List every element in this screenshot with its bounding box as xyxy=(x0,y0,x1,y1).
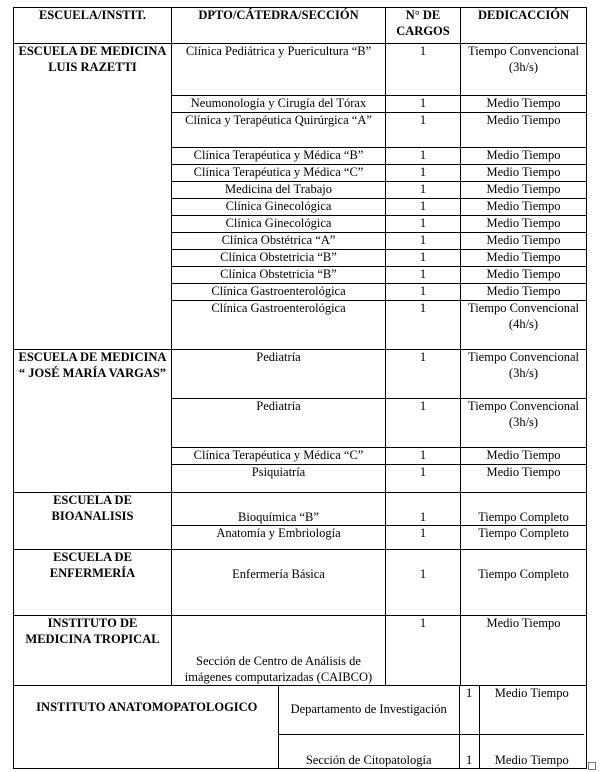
table-row xyxy=(14,550,587,616)
department-cell: Clínica Obstetricia “B” xyxy=(172,267,386,284)
department-cell: Clínica Pediátrica y Puericultura “B” xyxy=(172,44,386,96)
school-bioanalisis: ESCUELA DE BIOANALISIS xyxy=(14,493,172,550)
dedication-cell: Medio Tiempo xyxy=(494,752,569,767)
positions-cell: 1 xyxy=(386,493,461,526)
department-cell: Clínica Obstétrica “A” xyxy=(172,233,386,250)
positions-cell: 1 xyxy=(386,526,461,550)
department-cell: Clínica Ginecológica xyxy=(172,199,386,216)
staffing-table-page xyxy=(13,7,587,769)
table-row xyxy=(14,493,587,526)
dedication-cell: Medio Tiempo xyxy=(461,284,587,301)
positions-cell: 1 xyxy=(386,199,461,216)
dedication-cell: Medio Tiempo xyxy=(461,616,587,686)
header-dedication: DEDICACCIÓN xyxy=(461,8,587,44)
department-cell: Departamento de Investigación xyxy=(278,686,459,734)
positions-cell: 1 xyxy=(386,284,461,301)
positions-cell: 1 xyxy=(386,465,461,493)
dedication-cell: Tiempo Completo xyxy=(461,526,587,550)
department-cell: Clínica Obstetricia “B” xyxy=(172,250,386,267)
school-anatomopatologico: INSTITUTO ANATOMOPATOLOGICO xyxy=(16,686,278,768)
department-cell: Neumonología y Cirugía del Tórax xyxy=(172,96,386,113)
department-cell: Anatomía y Embriología xyxy=(172,526,386,550)
department-cell: Pediatría xyxy=(172,350,386,399)
dedication-cell: Medio Tiempo xyxy=(461,233,587,250)
table-row xyxy=(14,616,587,686)
dedication-cell: Tiempo Completo xyxy=(461,550,587,616)
dedication-cell: Medio Tiempo xyxy=(461,199,587,216)
department-cell: Sección de Citopatología xyxy=(278,734,459,768)
dedication-cell: Medio Tiempo xyxy=(461,448,587,465)
positions-cell: 1 xyxy=(386,96,461,113)
corner-resize-mark xyxy=(588,762,596,770)
positions-cell: 1 xyxy=(386,301,461,350)
positions-cell: 1 xyxy=(386,148,461,165)
department-cell: Psiquiatría xyxy=(172,465,386,493)
school-enfermeria: ESCUELA DE ENFERMERÍA xyxy=(14,550,172,616)
dedication-cell: Tiempo Convencional (3h/s) xyxy=(461,44,587,96)
positions-cell: 1 xyxy=(386,216,461,233)
table-row xyxy=(16,686,584,734)
school-razetti: ESCUELA DE MEDICINA LUIS RAZETTI xyxy=(14,44,172,350)
table-row xyxy=(14,686,587,769)
department-cell: Clínica Ginecológica xyxy=(172,216,386,233)
school-tropical: INSTITUTO DE MEDICINA TROPICAL xyxy=(14,616,172,686)
positions-cell: 1 xyxy=(459,734,479,768)
positions-cell: 1 xyxy=(386,182,461,199)
dedication-cell: Medio Tiempo xyxy=(461,148,587,165)
table-row xyxy=(14,44,587,96)
positions-cell: 1 xyxy=(459,686,479,734)
dedication-cell: Medio Tiempo xyxy=(461,96,587,113)
department-cell: Bioquímica “B” xyxy=(172,493,386,526)
positions-cell: 1 xyxy=(386,399,461,448)
dedication-cell: Medio Tiempo xyxy=(461,216,587,233)
department-cell: Pediatría xyxy=(172,399,386,448)
dedication-cell: Medio Tiempo xyxy=(461,113,587,148)
header-row xyxy=(14,8,587,44)
dedication-cell: Medio Tiempo xyxy=(461,267,587,284)
anatomopatologico-block xyxy=(14,686,587,769)
dedication-cell: Tiempo Convencional (4h/s) xyxy=(461,301,587,350)
department-cell: Clínica Terapéutica y Médica “C” xyxy=(172,165,386,182)
positions-cell: 1 xyxy=(386,616,461,686)
dedication-cell: Medio Tiempo xyxy=(479,686,584,734)
department-cell: Clínica Terapéutica y Médica “B” xyxy=(172,148,386,165)
positions-cell: 1 xyxy=(386,267,461,284)
dedication-cell: Medio Tiempo xyxy=(461,250,587,267)
positions-cell: 1 xyxy=(386,350,461,399)
header-positions: N° DE CARGOS xyxy=(386,8,461,44)
department-cell: Sección de Centro de Análisis de imágenes computarizadas (CAIBCO) xyxy=(172,616,386,686)
dedication-cell: Medio Tiempo xyxy=(461,465,587,493)
positions-cell: 1 xyxy=(386,113,461,148)
positions-cell: 1 xyxy=(386,165,461,182)
dedication-cell: Tiempo Completo xyxy=(461,493,587,526)
dedication-cell: Tiempo Convencional (3h/s) xyxy=(461,350,587,399)
staffing-table xyxy=(13,7,587,769)
header-department: DPTO/CÁTEDRA/SECCIÓN xyxy=(172,8,386,44)
dedication-cell: Medio Tiempo xyxy=(461,165,587,182)
dedication-cell: Medio Tiempo xyxy=(461,182,587,199)
anatomopatologico-subtable xyxy=(16,686,584,768)
positions-cell: 1 xyxy=(386,550,461,616)
department-cell: Clínica Gastroenterológica xyxy=(172,301,386,350)
dedication-cell: Tiempo Convencional (3h/s) xyxy=(461,399,587,448)
positions-cell: 1 xyxy=(386,233,461,250)
positions-cell: 1 xyxy=(386,448,461,465)
department-cell: Enfermería Básica xyxy=(172,550,386,616)
department-cell: Clínica Gastroenterológica xyxy=(172,284,386,301)
school-vargas: ESCUELA DE MEDICINA “ JOSÉ MARÍA VARGAS” xyxy=(14,350,172,493)
positions-cell: 1 xyxy=(386,44,461,96)
table-row xyxy=(14,350,587,399)
department-cell: Clínica y Terapéutica Quirúrgica “A” xyxy=(172,113,386,148)
department-cell: Clínica Terapéutica y Médica “C” xyxy=(172,448,386,465)
header-school: ESCUELA/INSTIT. xyxy=(14,8,172,44)
positions-cell: 1 xyxy=(386,250,461,267)
department-cell: Medicina del Trabajo xyxy=(172,182,386,199)
